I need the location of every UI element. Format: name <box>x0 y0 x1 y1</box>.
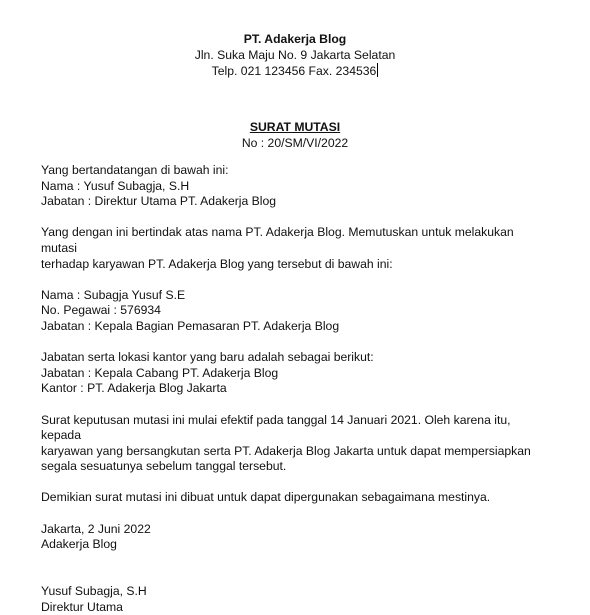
new-post-office: Kantor : PT. Adakerja Blog Jakarta <box>41 381 227 396</box>
employee-position: Jabatan : Kepala Bagian Pemasaran PT. Adakerja Blog <box>41 318 340 333</box>
new-post-position: Jabatan : Kepala Cabang PT. Adakerja Blog <box>41 365 279 380</box>
effective-line-3: segala sesuatunya sebelum tanggal tersebut. <box>41 459 287 474</box>
new-post-intro: Jabatan serta lokasi kantor yang baru adalah sebagai berikut: <box>41 350 374 365</box>
signer-intro: Yang bertandatangan di bawah ini: <box>41 163 229 177</box>
signer-position: Jabatan : Direktur Utama PT. Adakerja Blog <box>41 194 277 209</box>
employee-number: No. Pegawai : 576934 <box>41 303 161 318</box>
closing-statement: Demikian surat mutasi ini dibuat untuk dapat dipergunakan sebagaimana mestinya. <box>41 490 491 505</box>
letterhead <box>0 31 590 79</box>
text-cursor <box>377 63 378 77</box>
signature-title: Direktur Utama <box>41 599 123 614</box>
effective-line-2: karyawan yang bersangkutan serta PT. Adakerja Blog Jakarta untuk dapat mempersiapkan <box>41 443 531 458</box>
organization-name: Adakerja Blog <box>41 537 117 552</box>
company-name: PT. Adakerja Blog <box>243 32 347 46</box>
company-address: Jln. Suka Maju No. 9 Jakarta Selatan <box>194 48 396 62</box>
signer-name: Nama : Yusuf Subagja, S.H <box>41 178 190 193</box>
letter-number: No : 20/SM/VI/2022 <box>241 136 349 150</box>
letter-title: SURAT MUTASI <box>249 120 341 134</box>
effective-line-1: Surat keputusan mutasi ini mulai efektif pada tanggal 14 Januari 2021. Oleh karena itu, kepada <box>41 412 511 443</box>
company-contact: Telp. 021 123456 Fax. 234536 <box>211 64 377 78</box>
employee-name: Nama : Subagja Yusuf S.E <box>41 287 186 302</box>
place-date: Jakarta, 2 Juni 2022 <box>41 521 151 536</box>
company-contact-line[interactable] <box>0 63 590 79</box>
letter-heading <box>0 119 590 151</box>
letter-body <box>41 163 541 615</box>
decision-line-1: Yang dengan ini bertindak atas nama PT. Adakerja Blog. Memutuskan untuk melakukan mutasi <box>41 225 514 255</box>
decision-line-2: terhadap karyawan PT. Adakerja Blog yang tersebut di bawah ini: <box>41 256 393 271</box>
signature-name: Yusuf Subagja, S.H <box>41 584 147 599</box>
